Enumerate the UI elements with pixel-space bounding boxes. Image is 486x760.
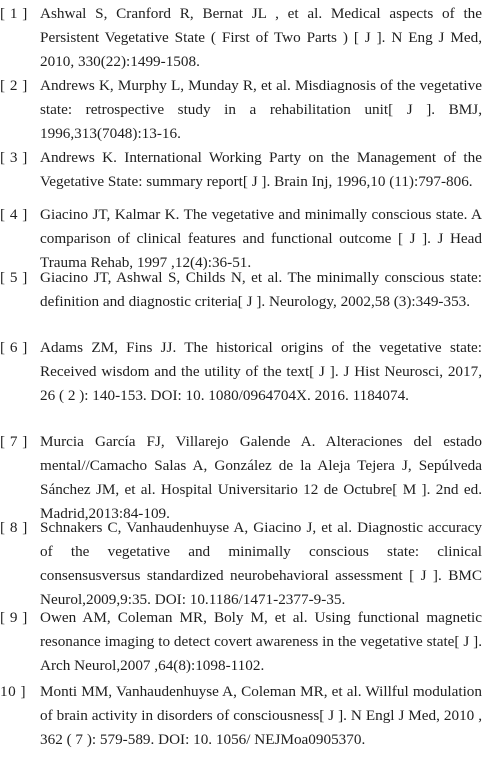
- reference-text: Giacino JT, Kalmar K. The vegetative and minimally conscious state. A comparison of clinical features and functional outcome [ J ]. J Head Trauma Rehab, 1997 ,12(4):36-51.: [40, 206, 482, 271]
- reference-number: [ 8 ]: [0, 519, 28, 536]
- reference-number: [ 7 ]: [0, 433, 28, 450]
- reference-number: [ 6 ]: [0, 339, 28, 356]
- reference-number: 10 ]: [0, 683, 27, 700]
- reference-number: [ 4 ]: [0, 206, 28, 223]
- reference-text: Ashwal S, Cranford R, Bernat JL , et al. Medical aspects of the Persistent Vegetative State ( First of Two Parts ) [ J ]. N Eng J Med, 2010, 330(22):1499-1508.: [40, 5, 482, 70]
- reference-number: [ 5 ]: [0, 269, 28, 286]
- reference-text: Giacino JT, Ashwal S, Childs N, et al. The minimally conscious state: definition and diagnostic criteria[ J ]. Neurology, 2002,58 (3):349-353.: [40, 269, 482, 310]
- reference-text: Monti MM, Vanhaudenhuyse A, Coleman MR, et al. Willful modulation of brain activity in disorders of consciousness[ J ]. N Engl J Med, 2010 , 362 ( 7 ): 579-589. DOI: 10. 1056/ NEJMoa0905370.: [40, 683, 482, 748]
- reference-number: [ 3 ]: [0, 149, 28, 166]
- reference-text: Schnakers C, Vanhaudenhuyse A, Giacino J, et al. Diagnostic accuracy of the vegetative and minimally conscious state: clinical consensusversus standardized neurobehavioral assessment [ J ]. BMC Neurol,2009,9:35. DOI: 10.1186/1471-2377-9-35.: [40, 519, 482, 608]
- reference-text: Adams ZM, Fins JJ. The historical origins of the vegetative state: Received wisdom and the utility of the text[ J ]. J Hist Neurosci, 2017, 26 ( 2 ): 140-153. DOI: 10. 1080/0964704X. 2016. 1184074.: [40, 339, 482, 404]
- reference-text: Owen AM, Coleman MR, Boly M, et al. Using functional magnetic resonance imaging to detect covert awareness in the vegetative state[ J ]. Arch Neurol,2007 ,64(8):1098-1102.: [40, 609, 482, 674]
- reference-number: [ 9 ]: [0, 609, 28, 626]
- reference-number: [ 1 ]: [0, 5, 28, 22]
- reference-text: Andrews K. International Working Party on the Management of the Vegetative State: summary report[ J ]. Brain Inj, 1996,10 (11):797-806.: [40, 149, 482, 190]
- reference-number: [ 2 ]: [0, 77, 28, 94]
- reference-text: Andrews K, Murphy L, Munday R, et al. Misdiagnosis of the vegetative state: retrospective study in a rehabilitation unit[ J ]. BMJ, 1996,313(7048):13-16.: [40, 77, 482, 142]
- reference-text: Murcia García FJ, Villarejo Galende A. Alteraciones del estado mental//Camacho Salas A, González de la Aleja Tejera J, Sepúlveda Sánchez JM, et al. Hospital Universitario 12 de Octubre[ M ]. 2nd ed. Madrid,2013:84-109.: [40, 433, 482, 522]
